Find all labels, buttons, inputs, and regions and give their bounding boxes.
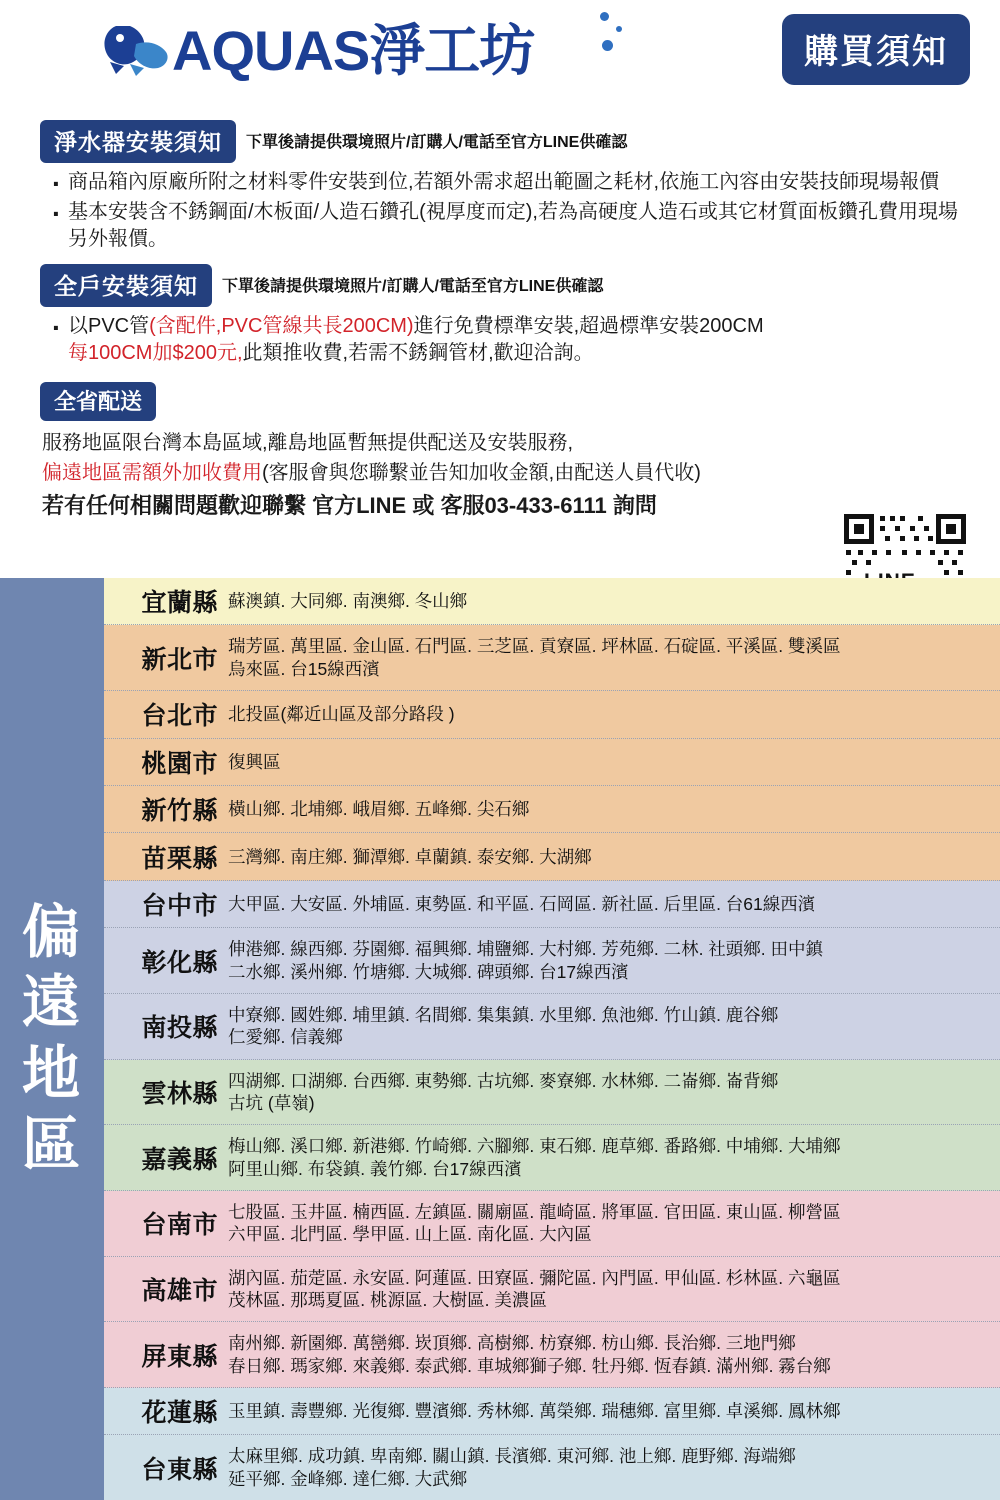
county-name: 南投縣: [141, 1014, 218, 1043]
section-tag: 全戶安裝須知: [40, 264, 212, 307]
brand-logo: [96, 18, 534, 80]
vlabel-char: 區: [21, 1111, 82, 1177]
notice-bullet: · 商品箱內原廠所附之材料零件安裝到位,若額外需求超出範圖之耗材,依施工內容由安裝技師現場報價: [48, 169, 972, 197]
delivery-surcharge-red: 偏遠地區需額外加收費用: [42, 461, 262, 484]
county-name: 台北市: [141, 702, 218, 731]
table-row: [104, 1191, 1000, 1257]
brand-en: AQUAS: [172, 19, 370, 82]
district-line: 古坑 (草嶺): [228, 1093, 315, 1114]
contact-line: 若有任何相關問題歡迎聯繫 官方LINE 或 客服03-433-6111 詢問: [42, 492, 657, 518]
county-name: 新北市: [141, 645, 218, 674]
section-subtitle: 下單後請提供環境照片/訂購人/電話至官方LINE供確認: [246, 134, 628, 151]
county-name: 宜蘭縣: [141, 589, 218, 618]
district-list: [228, 1004, 992, 1049]
table-row: [104, 928, 1000, 994]
table-row: [104, 786, 1000, 833]
table-row: [104, 1060, 1000, 1126]
vlabel-char: 地: [21, 1041, 82, 1106]
delivery-line-1: 服務地區限台灣本島區域,離島地區暫無提供配送及安裝服務,: [42, 431, 574, 454]
vlabel-char: 遠: [21, 970, 82, 1036]
delivery-line-2: [42, 459, 972, 487]
pvc-text-red: (含配件,PVC管線共長200CM): [149, 314, 414, 337]
district-line: 蘇澳鎮. 大同鄉. 南澳鄉. 冬山鄉: [228, 591, 468, 612]
district-list: [228, 1201, 992, 1246]
county-name: 台南市: [141, 1211, 218, 1240]
county-name: 苗栗縣: [141, 844, 218, 873]
table-row: [104, 833, 1000, 880]
section-subtitle: 下單後請提供環境照片/訂購人/電話至官方LINE供確認: [222, 277, 604, 295]
district-line: 湖內區. 茄萣區. 永安區. 阿蓮區. 田寮區. 彌陀區. 內門區. 甲仙區. 杉林區. 六龜區: [228, 1267, 841, 1288]
county-name: 桃園市: [141, 749, 218, 778]
district-line: 玉里鎮. 壽豐鄉. 光復鄉. 豐濱鄉. 秀林鄉. 萬榮鄉. 瑞穗鄉. 富里鄉. 卓溪鄉. 鳳林鄉: [228, 1401, 841, 1421]
district-list: [228, 798, 992, 820]
notice-bullet: · 基本安裝含不銹鋼面/木板面/人造石鑽孔(視厚度而定),若為高硬度人造石或其它材質面板鑽孔費用現場另外報價。: [48, 199, 972, 254]
district-line: 南州鄉. 新園鄉. 萬巒鄉. 崁頂鄉. 高樹鄉. 枋寮鄉. 枋山鄉. 長治鄉. 三地門鄉: [228, 1333, 796, 1354]
page-header: [0, 0, 1000, 110]
district-list: [228, 1135, 992, 1180]
district-line: 三灣鄉. 南庄鄉. 獅潭鄉. 卓蘭鎮. 泰安鄉. 大湖鄉: [228, 846, 592, 867]
district-line: 仁愛鄉. 信義鄉: [228, 1027, 343, 1048]
table-row: [104, 691, 1000, 738]
district-line: 橫山鄉. 北埔鄉. 峨眉鄉. 五峰鄉. 尖石鄉: [228, 799, 530, 820]
remote-area-table: [0, 578, 1000, 1500]
page-title-badge: 購買須知: [782, 14, 970, 85]
county-name: 嘉義縣: [141, 1145, 218, 1174]
district-line: 春日鄉. 瑪家鄉. 來義鄉. 泰武鄉. 車城鄉獅子鄉. 牡丹鄉. 恆春鎮. 滿州鄉. 霧台鄉: [228, 1355, 831, 1376]
table-row: [104, 994, 1000, 1060]
district-line: 延平鄉. 金峰鄉. 達仁鄉. 大武鄉: [228, 1468, 468, 1489]
pvc-text-a: 以PVC管: [68, 314, 150, 337]
district-list: [228, 590, 992, 612]
whole-house-terms: [48, 313, 972, 368]
remote-area-vertical-label: [0, 578, 104, 1500]
district-line: 北投區(鄰近山區及部分路段 ): [228, 704, 455, 725]
district-line: 烏來區. 台15線西濱: [228, 658, 380, 679]
county-name: 台中市: [141, 892, 218, 921]
district-list: [228, 1445, 992, 1490]
district-line: 大甲區. 大安區. 外埔區. 東勢區. 和平區. 石岡區. 新社區. 后里區. 台61線西濱: [228, 893, 816, 914]
county-name: 彰化縣: [141, 948, 218, 977]
district-line: 瑞芳區. 萬里區. 金山區. 石門區. 三芝區. 貢寮區. 坪林區. 石碇區. 平溪區. 雙溪區: [228, 636, 841, 657]
delivery-surcharge-note: (客服會與您聯繫並告知加收金額,由配送人員代收): [262, 461, 701, 484]
county-name: 花蓮縣: [141, 1399, 218, 1428]
district-list: [228, 1267, 992, 1312]
district-line: 梅山鄉. 溪口鄉. 新港鄉. 竹崎鄉. 六腳鄉. 東石鄉. 鹿草鄉. 番路鄉. 中埔鄉. 大埔鄉: [228, 1136, 841, 1157]
pvc-text-b: 進行免費標準安裝,超過標準安裝200CM: [413, 314, 764, 337]
district-list: [228, 635, 992, 680]
district-list: [228, 846, 992, 868]
district-line: 二水鄉. 溪州鄉. 竹塘鄉. 大城鄉. 碑頭鄉. 台17線西濱: [228, 961, 629, 982]
county-name: 台東縣: [141, 1455, 218, 1484]
district-line: 中寮鄉. 國姓鄉. 埔里鎮. 名間鄉. 集集鎮. 水里鄉. 魚池鄉. 竹山鎮. 鹿谷鄉: [228, 1004, 779, 1025]
district-line: 伸港鄉. 線西鄉. 芬園鄉. 福興鄉. 埔鹽鄉. 大村鄉. 芳苑鄉. 二林. 社頭鄉. 田中鎮: [228, 939, 824, 960]
district-line: 六甲區. 北門區. 學甲區. 山上區. 南化區. 大內區: [228, 1224, 592, 1245]
county-name: 新竹縣: [141, 797, 218, 826]
district-line: 七股區. 玉井區. 楠西區. 左鎮區. 關廟區. 龍崎區. 將軍區. 官田區. 東山區. 柳營區: [228, 1201, 841, 1222]
district-list: [228, 938, 992, 983]
section-tag: 淨水器安裝須知: [40, 120, 236, 163]
aquas-mascot-icon: [96, 18, 172, 80]
district-list: [228, 703, 992, 725]
brand-wordmark: [172, 19, 535, 82]
section-tag-delivery: 全省配送: [40, 382, 156, 421]
table-row: [104, 578, 1000, 625]
district-line: 四湖鄉. 口湖鄉. 台西鄉. 東勢鄉. 古坑鄉. 麥寮鄉. 水林鄉. 二崙鄉. 崙背鄉: [228, 1070, 779, 1091]
district-list: [228, 1070, 992, 1115]
district-line: 太麻里鄉. 成功鎮. 卑南鄉. 關山鎮. 長濱鄉. 東河鄉. 池上鄉. 鹿野鄉. 海端鄉: [228, 1446, 796, 1467]
district-list: [228, 751, 992, 773]
district-line: 阿里山鄉. 布袋鎮. 義竹鄉. 台17線西濱: [228, 1158, 522, 1179]
vlabel-char: 偏: [21, 899, 82, 965]
district-list: [228, 1332, 992, 1377]
table-row: [104, 1388, 1000, 1435]
county-name: 屏東縣: [141, 1342, 218, 1371]
district-list: [228, 893, 992, 915]
district-line: 茂林區. 那瑪夏區. 桃源區. 大樹區. 美濃區: [228, 1289, 547, 1310]
table-row: [104, 1322, 1000, 1388]
district-list: [228, 1400, 992, 1422]
table-row: [104, 625, 1000, 691]
section-header-whole-house: [40, 264, 972, 307]
remote-area-rows: [104, 578, 1000, 1500]
pvc-surcharge-red: 每100CM加$200元,: [68, 342, 243, 365]
pvc-surcharge-b: 此類推收費,若需不銹鋼管材,歡迎洽詢。: [242, 342, 594, 365]
table-row: [104, 1435, 1000, 1500]
notice-body: [0, 120, 1000, 522]
county-name: 高雄市: [141, 1276, 218, 1305]
table-row: [104, 1257, 1000, 1323]
table-row: [104, 739, 1000, 786]
brand-cn: 淨工坊: [369, 19, 535, 82]
county-name: 雲林縣: [141, 1080, 218, 1109]
section-header-water-purifier: [40, 120, 972, 163]
table-row: [104, 881, 1000, 928]
table-row: [104, 1125, 1000, 1191]
district-line: 復興區: [228, 751, 281, 772]
